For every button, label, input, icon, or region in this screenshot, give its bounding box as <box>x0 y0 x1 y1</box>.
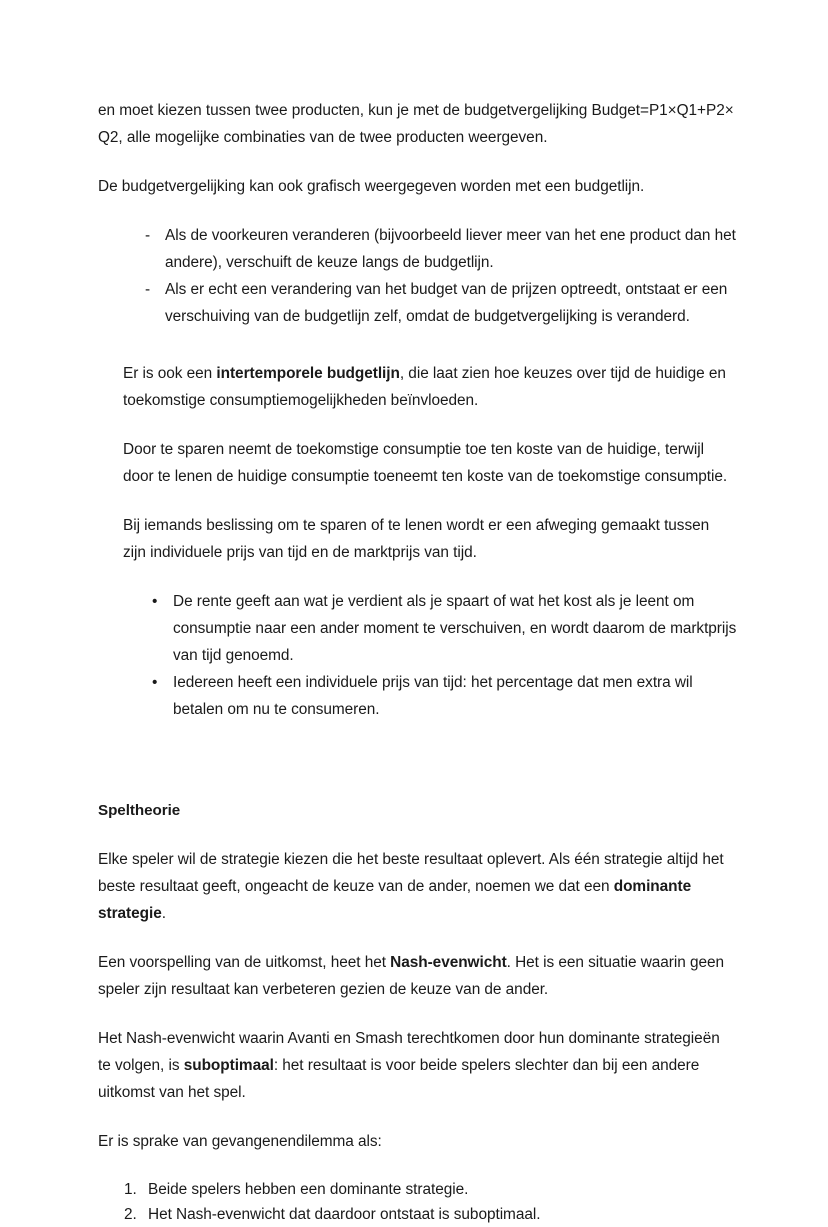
dash-bullet-list <box>98 222 734 330</box>
dash-marker: - <box>145 227 151 244</box>
paragraph-gevangenendilemma-intro: Er is sprake van gevangenendilemma als: <box>98 1133 382 1150</box>
paragraph-suboptimaal <box>98 1025 734 1106</box>
emphasis-dominante-strategie: dominante strategie <box>98 878 692 922</box>
paragraph-dominante-strategie <box>98 846 734 927</box>
paragraph-budget-intro: en moet kiezen tussen twee producten, kun je met de budgetvergelijking Budget=P1×Q1+P2× Q2, alle mogelijke combinaties van de twee producten weergeven. <box>98 102 734 146</box>
list-item-text: Als de voorkeuren veranderen (bijvoorbeeld liever meer van het ene product dan het andere), verschuift de keuze langs de budgetlijn. <box>165 227 736 271</box>
section-spacer <box>98 745 734 797</box>
number-marker: 1. <box>124 1181 137 1198</box>
paragraph-lead: Een voorspelling van de uitkomst, heet het <box>98 954 391 971</box>
paragraph-tail: . Het is een situatie waarin geen speler zijn resultaat kan verbeteren gezien de keuze van de ander. <box>98 954 725 998</box>
block-spacer <box>98 352 734 360</box>
list-item-text: Het Nash-evenwicht dat daardoor ontstaat is suboptimaal. <box>148 1206 541 1223</box>
list-item <box>124 1202 734 1227</box>
bullet-dot-icon: • <box>152 593 158 610</box>
round-bullet-list <box>98 588 737 723</box>
paragraph-afweging-prijs-van-tijd: Bij iemands beslissing om te sparen of te lenen wordt er een afweging gemaakt tussen zijn individuele prijs van tijd en de marktprijs van tijd. <box>123 517 710 561</box>
paragraph-lead: Er is ook een <box>123 365 217 382</box>
paragraph-tail: : het resultaat is voor beide spelers slechter dan bij een andere uitkomst van het spel. <box>98 1057 700 1101</box>
list-item-text: De rente geeft aan wat je verdient als je spaart of wat het kost als je leent om consumptie naar een ander moment te verschuiven, en wordt daarom de marktprijs van tijd genoemd. <box>173 593 737 664</box>
paragraph-tail: . <box>161 905 166 922</box>
section-heading-speltheorie: Speltheorie <box>98 802 181 819</box>
paragraph-budgetlijn-grafisch: De budgetvergelijking kan ook grafisch weergegeven worden met een budgetlijn. <box>98 178 645 195</box>
emphasis-intertemporele-budgetlijn: intertemporele budgetlijn <box>216 365 400 382</box>
list-item-text: Iedereen heeft een individuele prijs van tijd: het percentage dat men extra wil betalen om nu te consumeren. <box>173 674 693 718</box>
list-item-text: Als er echt een verandering van het budget van de prijzen optreedt, ontstaat er een verschuiving van de budgetlijn zelf, omdat de budgetvergelijking is veranderd. <box>165 281 728 325</box>
emphasis-suboptimaal: suboptimaal <box>183 1057 274 1074</box>
list-item <box>145 276 749 330</box>
paragraph-intertemporele-budgetlijn <box>123 360 734 414</box>
list-item <box>145 222 749 276</box>
list-item <box>124 1177 734 1202</box>
bullet-dot-icon: • <box>152 674 158 691</box>
emphasis-nash-evenwicht: Nash-evenwicht <box>390 954 507 971</box>
paragraph-tail: , die laat zien hoe keuzes over tijd de huidige en toekomstige consumptiemogelijkheden beïnvloeden. <box>123 365 726 409</box>
list-item-text: Beide spelers hebben een dominante strategie. <box>148 1181 469 1198</box>
paragraph-lead: Elke speler wil de strategie kiezen die het beste resultaat oplevert. Als één strategie altijd het beste resultaat geeft, ongeacht de keuze van de ander, noemen we dat een <box>98 851 724 895</box>
numbered-list <box>98 1177 734 1227</box>
dash-marker: - <box>145 281 151 298</box>
document-body <box>98 97 737 1227</box>
paragraph-sparen-lenen: Door te sparen neemt de toekomstige consumptie toe ten koste van de huidige, terwijl door te lenen de huidige consumptie toeneemt ten koste van de toekomstige consumptie. <box>123 441 728 485</box>
paragraph-lead: Het Nash-evenwicht waarin Avanti en Smash terechtkomen door hun dominante strategieën te volgen, is <box>98 1030 720 1074</box>
list-item <box>150 588 737 669</box>
list-item <box>150 669 737 723</box>
number-marker: 2. <box>124 1206 137 1223</box>
paragraph-nash-evenwicht <box>98 949 734 1003</box>
